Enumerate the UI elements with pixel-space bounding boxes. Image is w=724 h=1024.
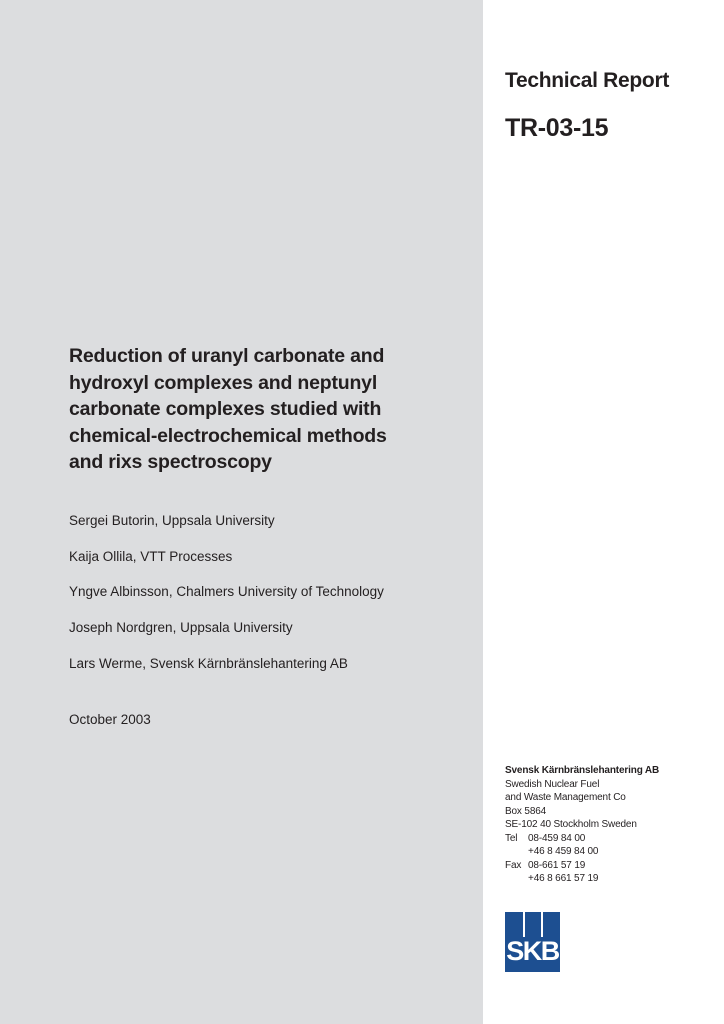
author-item: Sergei Butorin, Uppsala University xyxy=(69,513,275,528)
tel-number-intl: +46 8 459 84 00 xyxy=(528,846,599,857)
publication-date: October 2003 xyxy=(69,712,151,727)
title-line: hydroxyl complexes and neptunyl xyxy=(69,371,378,394)
contact-block xyxy=(505,764,659,886)
title-line: chemical-electrochemical methods xyxy=(69,424,387,447)
author-list xyxy=(69,512,384,690)
contact-line: Swedish Nuclear Fuel xyxy=(505,778,600,790)
fax-number: 08-661 57 19 xyxy=(528,859,586,871)
tel-number: 08-459 84 00 xyxy=(528,832,586,844)
title-line: Reduction of uranyl carbonate and xyxy=(69,345,385,367)
contact-line: and Waste Management Co xyxy=(505,792,626,803)
contact-tel-row xyxy=(505,832,659,846)
contact-box: Box 5864 xyxy=(505,805,547,817)
tel-label: Tel xyxy=(505,832,518,844)
series-label: Technical Report xyxy=(505,69,670,92)
author-item: Lars Werme, Svensk Kärnbränslehantering AB xyxy=(69,655,348,671)
title-line: carbonate complexes studied with xyxy=(69,398,382,420)
logo-text: SKB xyxy=(506,936,559,966)
skb-logo xyxy=(505,912,560,972)
author-item: Kaija Ollila, VTT Processes xyxy=(69,548,233,564)
contact-city: SE-102 40 Stockholm Sweden xyxy=(505,819,637,830)
report-title xyxy=(69,343,469,476)
contact-tel-row-intl xyxy=(505,845,659,859)
fax-number-intl: +46 8 661 57 19 xyxy=(528,873,599,884)
author-item: Joseph Nordgren, Uppsala University xyxy=(69,620,293,636)
report-number: TR-03-15 xyxy=(505,114,609,142)
title-line: and rixs spectroscopy xyxy=(69,451,272,473)
contact-fax-row xyxy=(505,859,659,873)
contact-fax-row-intl xyxy=(505,872,659,886)
fax-label: Fax xyxy=(505,859,522,871)
author-item: Yngve Albinsson, Chalmers University of Technology xyxy=(69,584,384,600)
contact-organization: Svensk Kärnbränslehantering AB xyxy=(505,765,660,776)
